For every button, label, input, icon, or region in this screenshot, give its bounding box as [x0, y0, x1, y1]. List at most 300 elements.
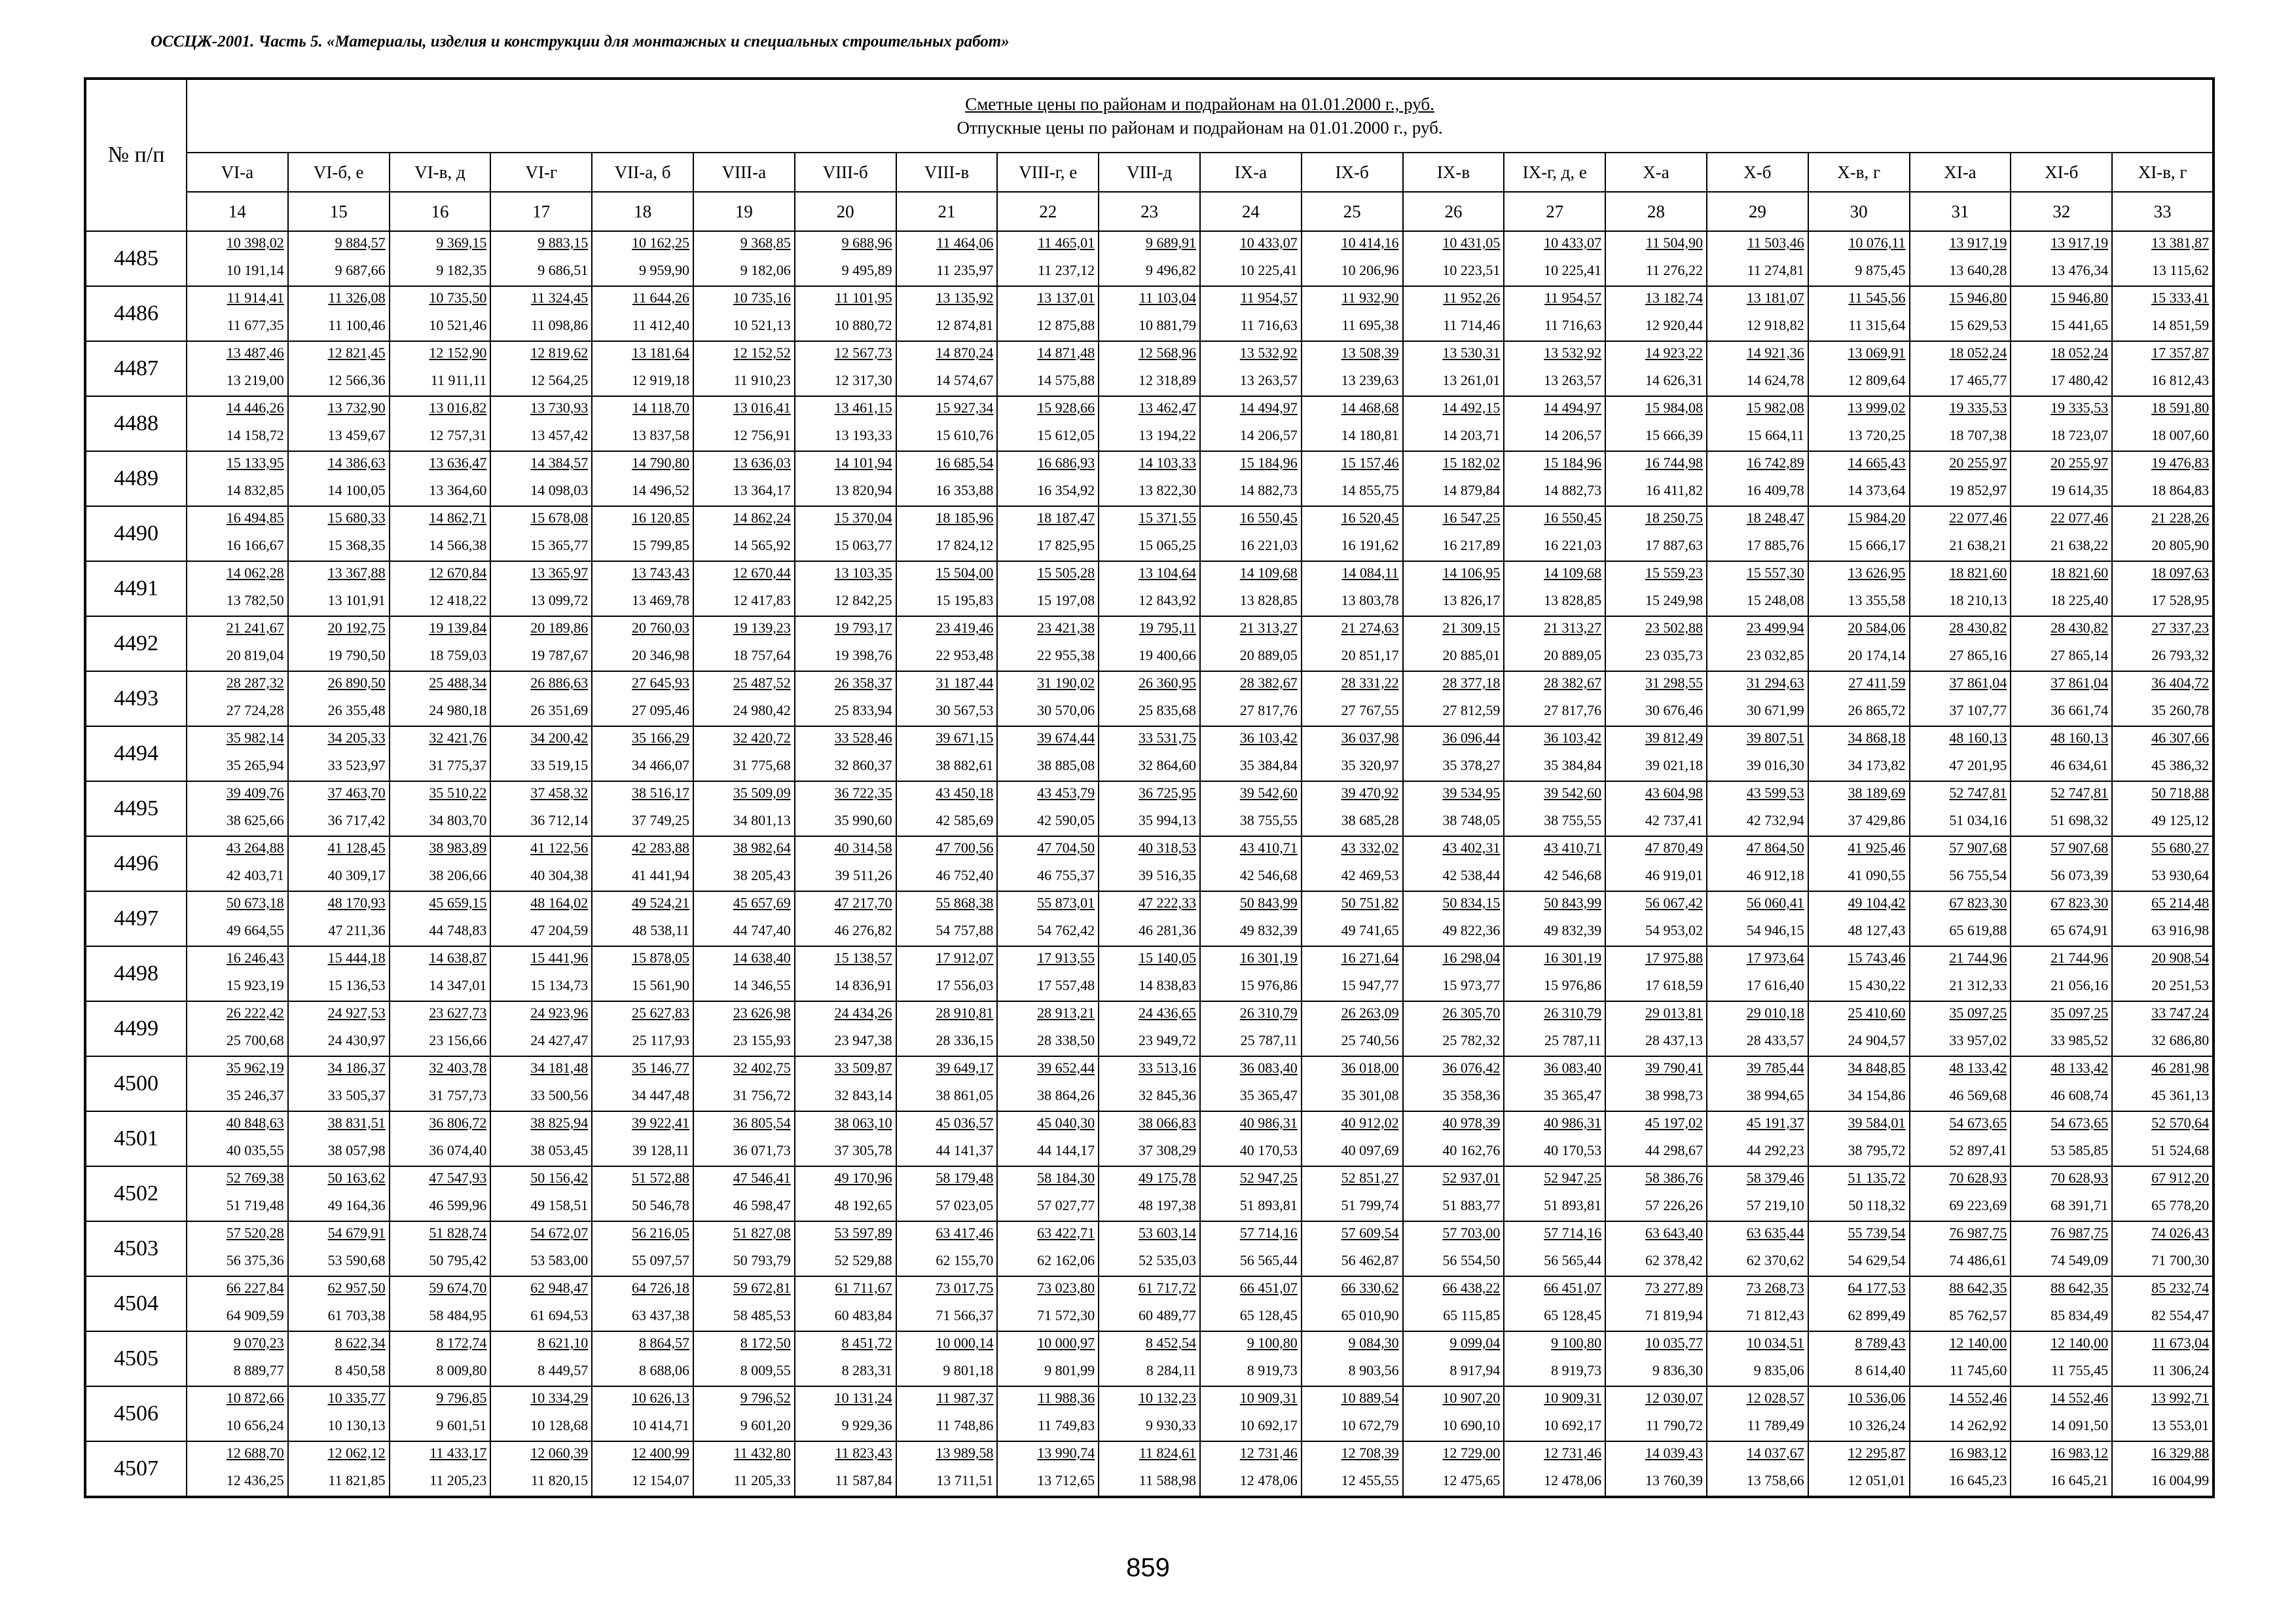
estimated-price: 13 917,19 [1949, 234, 2007, 251]
price-cell [592, 1441, 693, 1497]
price-cell [1099, 1166, 1200, 1221]
price-cell [1910, 671, 2011, 726]
release-price: 16 221,03 [1239, 537, 1298, 553]
estimated-price: 36 096,44 [1442, 729, 1501, 746]
release-price: 15 610,76 [936, 427, 994, 443]
price-cell [2011, 506, 2112, 561]
estimated-price: 32 402,75 [733, 1060, 791, 1076]
release-price: 11 274,81 [1747, 262, 1804, 278]
estimated-price: 43 453,79 [1037, 784, 1095, 801]
price-cell [1707, 1441, 1808, 1497]
estimated-price: 51 572,88 [631, 1170, 689, 1186]
estimated-price: 9 368,85 [740, 234, 791, 251]
estimated-price: 67 823,30 [2050, 895, 2109, 911]
row-code: 4489 [85, 451, 187, 506]
release-price: 11 306,24 [2151, 1362, 2210, 1378]
price-cell [1099, 1276, 1200, 1331]
release-price: 56 375,36 [226, 1252, 284, 1268]
row-code: 4496 [85, 836, 187, 891]
price-cell [1504, 616, 1605, 671]
price-cell [490, 671, 592, 726]
release-price: 15 063,77 [834, 537, 892, 553]
release-price: 38 057,98 [327, 1142, 386, 1158]
estimated-price: 12 060,39 [530, 1445, 589, 1461]
price-cell [1504, 396, 1605, 451]
estimated-price: 45 659,15 [429, 895, 487, 911]
price-cell [187, 946, 288, 1001]
price-cell [1099, 286, 1200, 341]
price-cell [795, 1166, 896, 1221]
estimated-price: 35 146,77 [631, 1060, 689, 1076]
price-cell [1403, 781, 1504, 836]
price-cell [1504, 341, 1605, 396]
page-number: 859 [1126, 1553, 1170, 1582]
estimated-price: 43 410,71 [1239, 840, 1298, 856]
price-cell [2011, 1111, 2112, 1166]
price-cell [1200, 451, 1302, 506]
price-cell [187, 561, 288, 616]
price-cell [288, 1056, 390, 1111]
estimated-price: 55 680,27 [2151, 840, 2210, 856]
table-row [85, 726, 2214, 781]
price-cell [1808, 341, 1910, 396]
column-number: 23 [1099, 192, 1200, 231]
release-price: 18 225,40 [2050, 592, 2109, 608]
release-price: 42 538,44 [1442, 867, 1501, 883]
price-cell [795, 671, 896, 726]
release-price: 23 155,93 [733, 1032, 791, 1048]
price-cell [997, 341, 1099, 396]
release-price: 12 478,06 [1239, 1472, 1298, 1488]
estimated-price: 13 732,90 [327, 399, 386, 416]
row-code: 4488 [85, 396, 187, 451]
release-price: 17 618,59 [1645, 977, 1703, 993]
price-cell [2112, 946, 2214, 1001]
price-cell [1707, 231, 1808, 286]
price-cell [795, 286, 896, 341]
estimated-price: 56 067,42 [1645, 895, 1703, 911]
estimated-price: 13 103,35 [834, 564, 892, 581]
row-code: 4506 [85, 1386, 187, 1441]
estimated-price: 26 360,95 [1138, 674, 1196, 691]
release-price: 10 521,46 [429, 317, 487, 333]
price-cell [2112, 451, 2214, 506]
price-cell [2011, 231, 2112, 286]
estimated-price: 43 450,18 [936, 784, 994, 801]
price-cell [693, 1166, 795, 1221]
estimated-price: 43 410,71 [1544, 840, 1602, 856]
price-cell [1605, 726, 1707, 781]
estimated-price: 27 337,23 [2151, 619, 2210, 636]
estimated-price: 36 103,42 [1239, 729, 1298, 746]
estimated-price: 11 101,95 [835, 289, 892, 306]
region-header: VIII-д [1099, 153, 1200, 192]
release-price: 12 843,92 [1138, 592, 1196, 608]
release-price: 41 090,55 [1848, 867, 1906, 883]
release-price: 16 221,03 [1544, 537, 1602, 553]
region-header: X-а [1605, 153, 1707, 192]
column-number: 16 [390, 192, 491, 231]
table-row [85, 1441, 2214, 1497]
price-cell [288, 1276, 390, 1331]
release-price: 19 852,97 [1949, 482, 2007, 498]
release-price: 58 484,95 [429, 1307, 487, 1323]
estimated-price: 10 909,31 [1544, 1390, 1602, 1406]
estimated-price: 36 806,72 [429, 1115, 487, 1131]
estimated-price: 39 671,15 [936, 729, 994, 746]
estimated-price: 10 907,20 [1442, 1390, 1501, 1406]
price-cell [795, 616, 896, 671]
price-cell [1910, 231, 2011, 286]
estimated-price: 15 984,08 [1645, 399, 1703, 416]
price-cell [997, 1056, 1099, 1111]
release-price: 32 686,80 [2151, 1032, 2210, 1048]
release-price: 9 959,90 [638, 262, 689, 278]
release-price: 61 694,53 [530, 1307, 589, 1323]
price-cell [288, 286, 390, 341]
release-price: 65 674,91 [2050, 922, 2109, 938]
release-price: 10 881,79 [1138, 317, 1196, 333]
estimated-price: 11 644,26 [632, 289, 689, 306]
price-cell [1808, 1221, 1910, 1276]
table-row [85, 506, 2214, 561]
estimated-price: 15 140,05 [1138, 950, 1196, 966]
estimated-price: 10 034,51 [1746, 1335, 1804, 1351]
release-price: 15 561,90 [631, 977, 689, 993]
price-cell [390, 946, 491, 1001]
release-price: 28 338,50 [1037, 1032, 1095, 1048]
price-cell [1808, 726, 1910, 781]
release-price: 13 115,62 [2151, 262, 2210, 278]
release-price: 51 893,81 [1544, 1197, 1602, 1213]
price-cell [1707, 891, 1808, 946]
estimated-price: 39 652,44 [1037, 1060, 1095, 1076]
price-cell [390, 286, 491, 341]
release-price: 15 365,77 [530, 537, 589, 553]
release-price: 68 391,71 [2050, 1197, 2109, 1213]
price-cell [896, 946, 998, 1001]
estimated-price: 50 163,62 [327, 1170, 386, 1186]
estimated-price: 76 987,75 [2050, 1225, 2109, 1241]
price-cell [592, 286, 693, 341]
estimated-price: 36 037,98 [1341, 729, 1399, 746]
estimated-price: 31 190,02 [1037, 674, 1095, 691]
price-cell [1504, 1441, 1605, 1497]
release-price: 13 459,67 [327, 427, 386, 443]
release-price: 16 166,67 [226, 537, 284, 553]
price-cell [187, 1276, 288, 1331]
estimated-price: 10 626,13 [631, 1390, 689, 1406]
row-code: 4486 [85, 286, 187, 341]
estimated-price: 16 271,64 [1341, 950, 1399, 966]
row-code: 4507 [85, 1441, 187, 1497]
estimated-price: 15 133,95 [226, 454, 284, 471]
release-price: 15 197,08 [1037, 592, 1095, 608]
price-cell [2011, 726, 2112, 781]
release-price: 38 053,45 [530, 1142, 589, 1158]
column-number: 24 [1200, 192, 1302, 231]
release-price: 46 912,18 [1746, 867, 1804, 883]
estimated-price: 24 923,96 [530, 1005, 589, 1021]
release-price: 13 553,01 [2151, 1417, 2210, 1433]
release-price: 31 775,68 [733, 757, 791, 773]
price-cell [795, 231, 896, 286]
release-price: 57 219,10 [1746, 1197, 1804, 1213]
release-price: 14 098,03 [530, 482, 589, 498]
table-row [85, 781, 2214, 836]
estimated-price: 55 868,38 [936, 895, 994, 911]
release-price: 19 614,35 [2050, 482, 2109, 498]
release-price: 15 976,86 [1544, 977, 1602, 993]
release-price: 51 524,68 [2151, 1142, 2210, 1158]
release-price: 16 217,89 [1442, 537, 1501, 553]
row-code: 4498 [85, 946, 187, 1001]
price-cell [1605, 1001, 1707, 1056]
row-code: 4499 [85, 1001, 187, 1056]
price-cell [1707, 1166, 1808, 1221]
estimated-price: 12 729,00 [1442, 1445, 1501, 1461]
estimated-price: 18 821,60 [2050, 564, 2109, 581]
estimated-price: 15 333,41 [2151, 289, 2210, 306]
release-price: 28 336,15 [936, 1032, 994, 1048]
price-cell [288, 341, 390, 396]
price-cell [1099, 1221, 1200, 1276]
estimated-price: 73 268,73 [1746, 1280, 1804, 1296]
price-cell [390, 451, 491, 506]
price-cell [896, 1056, 998, 1111]
estimated-price: 14 871,48 [1037, 344, 1095, 361]
release-price: 11 789,49 [1747, 1417, 1804, 1433]
price-cell [1504, 671, 1605, 726]
price-cell [288, 1331, 390, 1386]
release-price: 22 953,48 [936, 647, 994, 663]
price-cell [187, 286, 288, 341]
release-price: 11 820,15 [531, 1472, 589, 1488]
estimated-price: 48 160,13 [1949, 729, 2007, 746]
estimated-price: 26 263,09 [1341, 1005, 1399, 1021]
price-cell [2112, 671, 2214, 726]
estimated-price: 14 084,11 [1341, 564, 1399, 581]
release-price: 23 947,38 [834, 1032, 892, 1048]
price-cell [1808, 1441, 1910, 1497]
price-cell [490, 616, 592, 671]
price-cell [490, 286, 592, 341]
release-price: 45 386,32 [2151, 757, 2210, 773]
estimated-price: 38 066,83 [1138, 1115, 1196, 1131]
estimated-price: 13 530,31 [1442, 344, 1501, 361]
release-price: 85 834,49 [2050, 1307, 2109, 1323]
release-price: 9 182,35 [436, 262, 487, 278]
release-price: 10 521,13 [733, 317, 791, 333]
release-price: 51 799,74 [1341, 1197, 1399, 1213]
estimated-price: 36 805,54 [733, 1115, 791, 1131]
release-price: 25 782,32 [1442, 1032, 1501, 1048]
row-code: 4504 [85, 1276, 187, 1331]
price-cell [1605, 616, 1707, 671]
release-price: 38 994,65 [1746, 1087, 1804, 1103]
estimated-price: 13 182,74 [1645, 289, 1703, 306]
column-number: 27 [1504, 192, 1605, 231]
estimated-price: 15 928,66 [1037, 399, 1095, 416]
estimated-price: 13 999,02 [1848, 399, 1906, 416]
estimated-price: 52 947,25 [1239, 1170, 1298, 1186]
release-price: 14 496,52 [631, 482, 689, 498]
estimated-price: 10 035,77 [1645, 1335, 1703, 1351]
price-cell [1403, 231, 1504, 286]
price-cell [1910, 451, 2011, 506]
release-price: 35 994,13 [1138, 812, 1196, 828]
release-price: 14 100,05 [327, 482, 386, 498]
estimated-price: 15 184,96 [1239, 454, 1298, 471]
estimated-price: 19 139,23 [733, 619, 791, 636]
region-header: VI-а [187, 153, 288, 192]
release-price: 52 529,88 [834, 1252, 892, 1268]
release-price: 9 835,06 [1753, 1362, 1804, 1378]
estimated-price: 8 621,10 [538, 1335, 589, 1351]
price-cell [1808, 561, 1910, 616]
estimated-price: 23 627,73 [429, 1005, 487, 1021]
estimated-price: 51 827,08 [733, 1225, 791, 1241]
estimated-price: 39 922,41 [631, 1115, 689, 1131]
release-price: 51 034,16 [1949, 812, 2007, 828]
price-cell [1099, 506, 1200, 561]
estimated-price: 21 744,96 [2050, 950, 2109, 966]
release-price: 62 155,70 [936, 1252, 994, 1268]
estimated-price: 63 635,44 [1746, 1225, 1804, 1241]
price-cell [1200, 1221, 1302, 1276]
estimated-price: 39 785,44 [1746, 1060, 1804, 1076]
release-price: 62 378,42 [1645, 1252, 1703, 1268]
estimated-price: 12 400,99 [631, 1445, 689, 1461]
release-price: 16 409,78 [1746, 482, 1804, 498]
estimated-price: 13 626,95 [1848, 564, 1906, 581]
release-price: 27 724,28 [226, 702, 284, 718]
release-price: 47 211,36 [328, 922, 386, 938]
price-cell [1200, 1276, 1302, 1331]
estimated-price: 23 421,38 [1037, 619, 1095, 636]
release-price: 62 370,62 [1746, 1252, 1804, 1268]
release-price: 14 838,83 [1138, 977, 1196, 993]
price-cell [896, 1331, 998, 1386]
release-price: 15 976,86 [1239, 977, 1298, 993]
estimated-price: 53 603,14 [1138, 1225, 1196, 1241]
estimated-price: 8 172,50 [740, 1335, 791, 1351]
release-price: 8 919,73 [1551, 1362, 1602, 1378]
region-header: XI-б [2011, 153, 2112, 192]
release-price: 34 803,70 [429, 812, 487, 828]
estimated-price: 13 917,19 [2050, 234, 2109, 251]
release-price: 9 930,33 [1145, 1417, 1196, 1433]
price-cell [490, 561, 592, 616]
release-price: 13 820,94 [834, 482, 892, 498]
column-number: 30 [1808, 192, 1910, 231]
estimated-price: 13 069,91 [1848, 344, 1906, 361]
release-price: 24 904,57 [1848, 1032, 1906, 1048]
price-cell [693, 946, 795, 1001]
region-header: VI-в, д [390, 153, 491, 192]
price-cell [896, 1276, 998, 1331]
estimated-price: 50 156,42 [530, 1170, 589, 1186]
release-price: 13 758,66 [1746, 1472, 1804, 1488]
price-cell [1200, 231, 1302, 286]
estimated-price: 10 398,02 [226, 234, 284, 251]
region-header: VII-а, б [592, 153, 693, 192]
price-cell [1302, 1056, 1403, 1111]
estimated-price: 12 819,62 [530, 344, 589, 361]
price-cell [2112, 506, 2214, 561]
price-cell [390, 1111, 491, 1166]
estimated-price: 19 335,53 [1949, 399, 2007, 416]
table-row [85, 1056, 2214, 1111]
release-price: 15 248,08 [1746, 592, 1804, 608]
estimated-price: 48 133,42 [2050, 1060, 2109, 1076]
table-row [85, 561, 2214, 616]
estimated-price: 16 685,54 [936, 454, 994, 471]
release-price: 17 885,76 [1746, 537, 1804, 553]
table-row [85, 946, 2214, 1001]
price-cell [1200, 1111, 1302, 1166]
estimated-price: 11 988,36 [1037, 1390, 1095, 1406]
estimated-price: 52 769,38 [226, 1170, 284, 1186]
price-cell [997, 891, 1099, 946]
estimated-price: 50 843,99 [1239, 895, 1298, 911]
price-cell [490, 1056, 592, 1111]
release-price: 36 074,40 [429, 1142, 487, 1158]
release-price: 50 795,42 [429, 1252, 487, 1268]
release-price: 15 666,39 [1645, 427, 1703, 443]
estimated-price: 52 851,27 [1341, 1170, 1399, 1186]
estimated-price: 47 700,56 [936, 840, 994, 856]
release-price: 25 787,11 [1240, 1032, 1298, 1048]
price-cell [896, 671, 998, 726]
release-price: 56 565,44 [1239, 1252, 1298, 1268]
price-cell [187, 671, 288, 726]
estimated-price: 56 060,41 [1746, 895, 1804, 911]
estimated-price: 62 948,47 [530, 1280, 589, 1296]
price-cell [1302, 671, 1403, 726]
release-price: 9 686,51 [538, 262, 589, 278]
estimated-price: 12 568,96 [1138, 344, 1196, 361]
price-cell [795, 1441, 896, 1497]
table-row [85, 1221, 2214, 1276]
estimated-price: 39 409,76 [226, 784, 284, 801]
estimated-price: 9 084,30 [1348, 1335, 1399, 1351]
price-cell [592, 1386, 693, 1441]
estimated-price: 25 488,34 [429, 674, 487, 691]
release-price: 15 195,83 [936, 592, 994, 608]
price-cell [2011, 396, 2112, 451]
price-cell [1302, 1221, 1403, 1276]
release-price: 14 262,92 [1949, 1417, 2007, 1433]
estimated-price: 73 023,80 [1037, 1280, 1095, 1296]
estimated-price: 51 828,74 [429, 1225, 487, 1241]
estimated-price: 62 957,50 [327, 1280, 386, 1296]
estimated-price: 17 912,07 [936, 950, 994, 966]
price-cell [1808, 1056, 1910, 1111]
column-number: 33 [2112, 192, 2214, 231]
table-row [85, 341, 2214, 396]
estimated-price: 27 411,59 [1848, 674, 1906, 691]
release-price: 18 707,38 [1949, 427, 2007, 443]
price-cell [997, 836, 1099, 891]
release-price: 20 889,05 [1239, 647, 1298, 663]
release-price: 27 865,14 [2050, 647, 2109, 663]
price-cell [1504, 1166, 1605, 1221]
release-price: 12 475,65 [1442, 1472, 1501, 1488]
price-cell [288, 451, 390, 506]
release-price: 14 575,88 [1037, 372, 1095, 388]
release-price: 42 546,68 [1239, 867, 1298, 883]
